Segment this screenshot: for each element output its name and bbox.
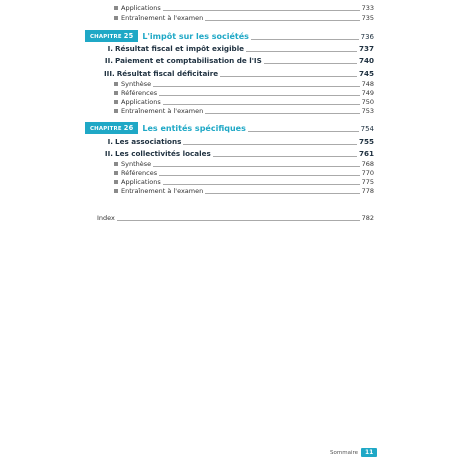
page-number: 775 [361, 178, 374, 186]
square-bullet-icon [114, 162, 118, 166]
square-bullet-icon [114, 16, 118, 20]
toc-section[interactable]: II. Paiement et comptabilisation de l'IS 740 [104, 56, 374, 65]
dot-leader [117, 220, 360, 221]
dot-leader [220, 76, 357, 77]
square-bullet-icon [114, 171, 118, 175]
chapter-25-heading[interactable] [85, 31, 374, 42]
toc-item-applications[interactable]: Applications 750 [114, 98, 374, 107]
dot-leader [183, 144, 357, 145]
dot-leader [251, 39, 359, 40]
toc-item-synthese[interactable]: Synthèse 748 [114, 80, 374, 89]
dot-leader [264, 63, 357, 64]
footer-label: Sommaire [330, 449, 358, 456]
chapter-tag: CHAPITRE 26 [85, 122, 138, 134]
dot-leader [153, 166, 359, 167]
page-number: 761 [358, 149, 374, 158]
dot-leader [205, 193, 359, 194]
chapter-title: L'impôt sur les sociétés [142, 32, 249, 41]
toc-index[interactable]: Index 782 [97, 214, 374, 222]
toc-section[interactable]: I. Résultat fiscal et impôt exigible 737 [107, 44, 374, 53]
footer-page-number: 11 [361, 448, 377, 457]
toc-item-references[interactable]: Références 770 [114, 169, 374, 178]
square-bullet-icon [114, 91, 118, 95]
page-number: 737 [358, 44, 374, 53]
chapter-tag: CHAPITRE 25 [85, 30, 138, 42]
page-number: 778 [361, 187, 374, 195]
toc-item-references[interactable]: Références 749 [114, 89, 374, 98]
page-number: 768 [361, 160, 374, 168]
dot-leader [248, 131, 359, 132]
square-bullet-icon [114, 189, 118, 193]
toc-item-synthese[interactable]: Synthèse 768 [114, 160, 374, 169]
page-number: 770 [361, 169, 374, 177]
page-number: 782 [361, 214, 374, 222]
page-number: 753 [361, 107, 374, 115]
square-bullet-icon [114, 109, 118, 113]
dot-leader [159, 175, 359, 176]
square-bullet-icon [114, 82, 118, 86]
dot-leader [163, 10, 360, 11]
chapter-title: Les entités spécifiques [142, 124, 246, 133]
page-number: 735 [361, 14, 374, 22]
page-number: 740 [358, 56, 374, 65]
page-number: 748 [361, 80, 374, 88]
square-bullet-icon [114, 6, 118, 10]
toc-item-entrainement[interactable]: Entraînement à l'examen 735 [114, 14, 374, 23]
dot-leader [163, 184, 360, 185]
chapter-26-heading[interactable] [85, 123, 374, 134]
toc-item-applications[interactable]: Applications 733 [114, 4, 374, 13]
dot-leader [205, 113, 359, 114]
dot-leader [205, 20, 359, 21]
dot-leader [213, 156, 357, 157]
dot-leader [159, 95, 359, 96]
page-number: 745 [358, 69, 374, 78]
dot-leader [153, 86, 359, 87]
dot-leader [163, 104, 360, 105]
dot-leader [246, 51, 357, 52]
page-footer [330, 448, 377, 457]
page-number: 736 [360, 33, 374, 41]
square-bullet-icon [114, 100, 118, 104]
page-number: 754 [360, 125, 374, 133]
page-number: 755 [358, 137, 374, 146]
page-number: 750 [361, 98, 374, 106]
square-bullet-icon [114, 180, 118, 184]
toc-item-entrainement[interactable]: Entraînement à l'examen 778 [114, 187, 374, 196]
toc-section[interactable]: I. Les associations 755 [107, 137, 374, 146]
toc-item-entrainement[interactable]: Entraînement à l'examen 753 [114, 107, 374, 116]
page-number: 749 [361, 89, 374, 97]
toc-section[interactable]: II. Les collectivités locales 761 [104, 149, 374, 158]
toc-section[interactable]: III. Résultat fiscal déficitaire 745 [104, 69, 374, 78]
page-number: 733 [361, 4, 374, 12]
toc-item-applications[interactable]: Applications 775 [114, 178, 374, 187]
